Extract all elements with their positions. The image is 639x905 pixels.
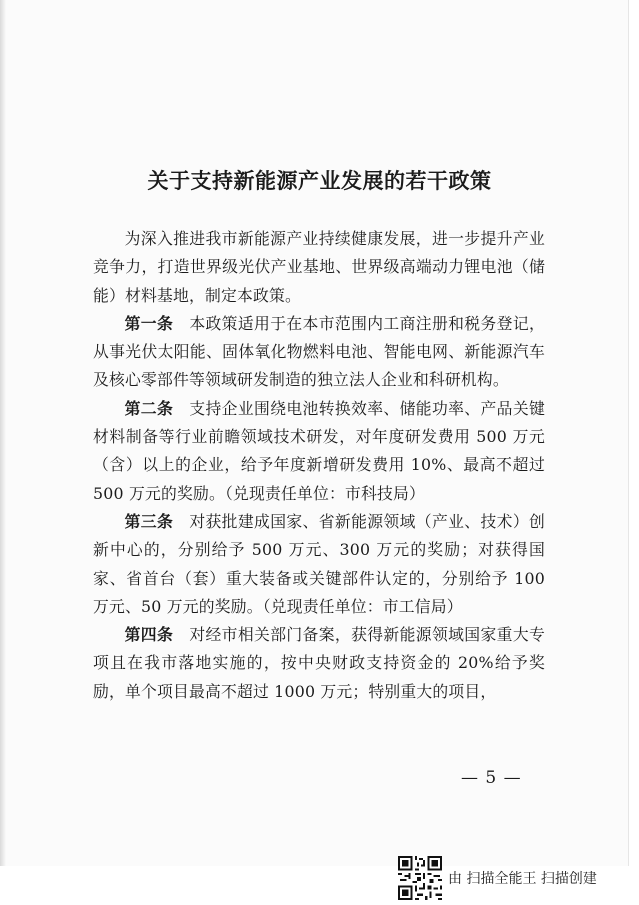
document-body xyxy=(93,225,545,706)
article-4-text: 对经市相关部门备案，获得新能源领域国家重大专项且在我市落地实施的，按中央财政支持资金的 20%给予奖励，单个项目最高不超过 1000 万元；特别重大的项目， xyxy=(93,625,545,701)
article-1 xyxy=(93,310,545,395)
page-number: — 5 — xyxy=(461,768,522,788)
article-3-label: 第三条 xyxy=(124,511,174,531)
article-1-text: 本政策适用于在本市范围内工商注册和税务登记，从事光伏太阳能、固体氧化物燃料电池、智能电网、新能源汽车及核心零部件等领域研发制造的独立法人企业和科研机构。 xyxy=(93,313,545,390)
intro-paragraph: 为深入推进我市新能源产业持续健康发展，进一步提升产业竞争力，打造世界级光伏产业基地、世界级高端动力锂电池（储能）材料基地，制定本政策。 xyxy=(93,229,545,305)
article-2-text: 支持企业围绕电池转换效率、储能功率、产品关键材料制备等行业前瞻领域技术研发，对年度研发费用 500 万元（含）以上的企业，给予年度新增研发费用 10%、最高不超过 500 万元的奖励。（兑现责任单位：市科技局） xyxy=(93,398,545,503)
article-3 xyxy=(93,508,545,621)
article-2 xyxy=(93,395,545,508)
document-title: 关于支持新能源产业发展的若干政策 xyxy=(147,169,492,193)
scanner-watermark-text: 由 扫描全能王 扫描创建 xyxy=(448,871,597,887)
scanner-watermark xyxy=(398,854,597,902)
article-2-label: 第二条 xyxy=(124,398,174,418)
article-4-label: 第四条 xyxy=(124,625,174,645)
article-1-label: 第一条 xyxy=(124,313,174,333)
article-3-text: 对获批建成国家、省新能源领域（产业、技术）创新中心的，分别给予 500 万元、300 万元的奖励；对获得国家、省首台（套）重大装备或关键部件认定的，分别给予 100 万元、50 万元的奖励。（兑现责任单位：市工信局） xyxy=(93,511,545,616)
article-4 xyxy=(93,621,545,706)
qr-code-icon xyxy=(398,856,442,900)
scan-edge-shadow xyxy=(0,0,6,866)
